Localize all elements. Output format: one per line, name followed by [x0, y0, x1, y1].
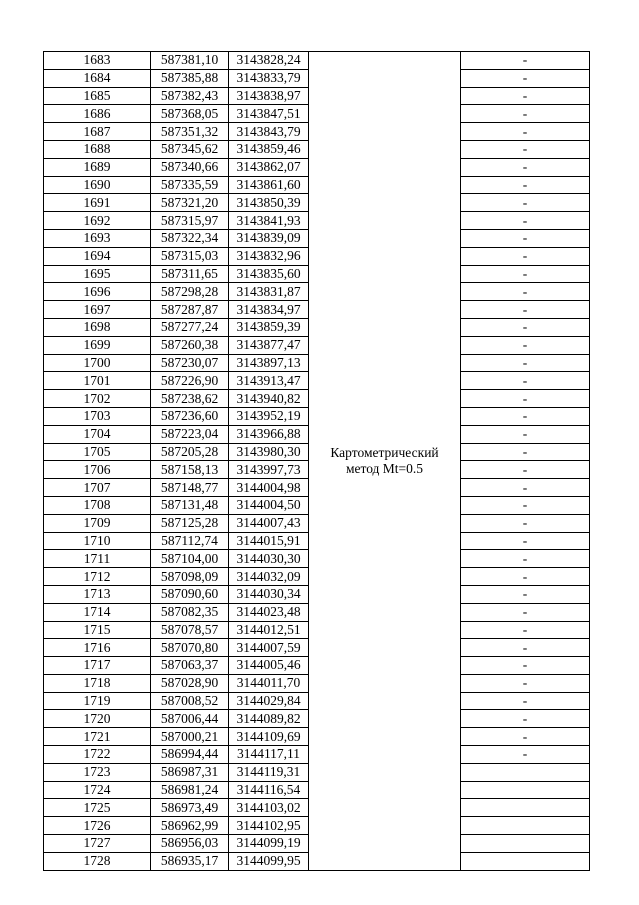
point-number-cell: 1724	[44, 781, 151, 799]
y-coordinate-cell: 3144099,95	[229, 852, 309, 870]
y-coordinate-cell: 3143834,97	[229, 301, 309, 319]
accuracy-cell: -	[461, 657, 590, 675]
y-coordinate-cell: 3143839,09	[229, 229, 309, 247]
point-number-cell: 1690	[44, 176, 151, 194]
y-coordinate-cell: 3143997,73	[229, 461, 309, 479]
accuracy-cell: -	[461, 176, 590, 194]
point-number-cell: 1707	[44, 479, 151, 497]
accuracy-cell: -	[461, 372, 590, 390]
y-coordinate-cell: 3144007,43	[229, 514, 309, 532]
x-coordinate-cell: 587063,37	[151, 657, 229, 675]
accuracy-cell: -	[461, 283, 590, 301]
x-coordinate-cell: 587125,28	[151, 514, 229, 532]
point-number-cell: 1692	[44, 212, 151, 230]
point-number-cell: 1720	[44, 710, 151, 728]
accuracy-cell: -	[461, 621, 590, 639]
accuracy-cell: -	[461, 639, 590, 657]
y-coordinate-cell: 3143841,93	[229, 212, 309, 230]
point-number-cell: 1713	[44, 585, 151, 603]
y-coordinate-cell: 3144023,48	[229, 603, 309, 621]
x-coordinate-cell: 587230,07	[151, 354, 229, 372]
y-coordinate-cell: 3143847,51	[229, 105, 309, 123]
x-coordinate-cell: 587078,57	[151, 621, 229, 639]
y-coordinate-cell: 3143859,46	[229, 140, 309, 158]
accuracy-cell: -	[461, 354, 590, 372]
accuracy-cell: -	[461, 52, 590, 70]
point-number-cell: 1712	[44, 568, 151, 586]
x-coordinate-cell: 587277,24	[151, 318, 229, 336]
accuracy-cell: -	[461, 212, 590, 230]
accuracy-cell: -	[461, 568, 590, 586]
accuracy-cell	[461, 835, 590, 853]
x-coordinate-cell: 587098,09	[151, 568, 229, 586]
y-coordinate-cell: 3143980,30	[229, 443, 309, 461]
point-number-cell: 1722	[44, 746, 151, 764]
x-coordinate-cell: 587223,04	[151, 425, 229, 443]
accuracy-cell: -	[461, 585, 590, 603]
accuracy-cell: -	[461, 336, 590, 354]
x-coordinate-cell: 587315,97	[151, 212, 229, 230]
accuracy-cell: -	[461, 674, 590, 692]
x-coordinate-cell: 587382,43	[151, 87, 229, 105]
accuracy-cell: -	[461, 123, 590, 141]
x-coordinate-cell: 587226,90	[151, 372, 229, 390]
accuracy-cell: -	[461, 425, 590, 443]
table-row	[44, 52, 590, 70]
y-coordinate-cell: 3144030,34	[229, 585, 309, 603]
y-coordinate-cell: 3144109,69	[229, 728, 309, 746]
x-coordinate-cell: 587148,77	[151, 479, 229, 497]
y-coordinate-cell: 3143828,24	[229, 52, 309, 70]
point-number-cell: 1685	[44, 87, 151, 105]
point-number-cell: 1709	[44, 514, 151, 532]
point-number-cell: 1699	[44, 336, 151, 354]
x-coordinate-cell: 587351,32	[151, 123, 229, 141]
point-number-cell: 1684	[44, 69, 151, 87]
y-coordinate-cell: 3144117,11	[229, 746, 309, 764]
accuracy-cell: -	[461, 496, 590, 514]
point-number-cell: 1705	[44, 443, 151, 461]
point-number-cell: 1702	[44, 390, 151, 408]
accuracy-cell: -	[461, 514, 590, 532]
point-number-cell: 1728	[44, 852, 151, 870]
coordinates-table-body	[44, 52, 590, 871]
x-coordinate-cell: 587385,88	[151, 69, 229, 87]
accuracy-cell: -	[461, 461, 590, 479]
accuracy-cell: -	[461, 69, 590, 87]
x-coordinate-cell: 586987,31	[151, 763, 229, 781]
x-coordinate-cell: 587112,74	[151, 532, 229, 550]
y-coordinate-cell: 3144032,09	[229, 568, 309, 586]
method-line-2: метод Mt=0.5	[345, 460, 424, 476]
y-coordinate-cell: 3144116,54	[229, 781, 309, 799]
y-coordinate-cell: 3143832,96	[229, 247, 309, 265]
point-number-cell: 1718	[44, 674, 151, 692]
y-coordinate-cell: 3144089,82	[229, 710, 309, 728]
point-number-cell: 1689	[44, 158, 151, 176]
y-coordinate-cell: 3143831,87	[229, 283, 309, 301]
point-number-cell: 1686	[44, 105, 151, 123]
y-coordinate-cell: 3143850,39	[229, 194, 309, 212]
accuracy-cell: -	[461, 692, 590, 710]
x-coordinate-cell: 587345,62	[151, 140, 229, 158]
y-coordinate-cell: 3143833,79	[229, 69, 309, 87]
y-coordinate-cell: 3144004,50	[229, 496, 309, 514]
point-number-cell: 1708	[44, 496, 151, 514]
x-coordinate-cell: 587335,59	[151, 176, 229, 194]
x-coordinate-cell: 587000,21	[151, 728, 229, 746]
y-coordinate-cell: 3143861,60	[229, 176, 309, 194]
point-number-cell: 1700	[44, 354, 151, 372]
y-coordinate-cell: 3144012,51	[229, 621, 309, 639]
point-number-cell: 1698	[44, 318, 151, 336]
point-number-cell: 1727	[44, 835, 151, 853]
method-cell	[309, 52, 461, 871]
point-number-cell: 1694	[44, 247, 151, 265]
x-coordinate-cell: 587236,60	[151, 407, 229, 425]
x-coordinate-cell: 587315,03	[151, 247, 229, 265]
y-coordinate-cell: 3144011,70	[229, 674, 309, 692]
accuracy-cell: -	[461, 194, 590, 212]
x-coordinate-cell: 587311,65	[151, 265, 229, 283]
point-number-cell: 1725	[44, 799, 151, 817]
point-number-cell: 1693	[44, 229, 151, 247]
point-number-cell: 1696	[44, 283, 151, 301]
point-number-cell: 1703	[44, 407, 151, 425]
accuracy-cell: -	[461, 746, 590, 764]
point-number-cell: 1688	[44, 140, 151, 158]
point-number-cell: 1695	[44, 265, 151, 283]
x-coordinate-cell: 587260,38	[151, 336, 229, 354]
x-coordinate-cell: 587298,28	[151, 283, 229, 301]
y-coordinate-cell: 3144099,19	[229, 835, 309, 853]
y-coordinate-cell: 3143838,97	[229, 87, 309, 105]
point-number-cell: 1715	[44, 621, 151, 639]
accuracy-cell	[461, 817, 590, 835]
accuracy-cell: -	[461, 728, 590, 746]
point-number-cell: 1687	[44, 123, 151, 141]
y-coordinate-cell: 3144005,46	[229, 657, 309, 675]
x-coordinate-cell: 587131,48	[151, 496, 229, 514]
y-coordinate-cell: 3143877,47	[229, 336, 309, 354]
point-number-cell: 1714	[44, 603, 151, 621]
y-coordinate-cell: 3143940,82	[229, 390, 309, 408]
y-coordinate-cell: 3143952,19	[229, 407, 309, 425]
x-coordinate-cell: 587006,44	[151, 710, 229, 728]
point-number-cell: 1701	[44, 372, 151, 390]
point-number-cell: 1716	[44, 639, 151, 657]
x-coordinate-cell: 587090,60	[151, 585, 229, 603]
y-coordinate-cell: 3144103,02	[229, 799, 309, 817]
point-number-cell: 1706	[44, 461, 151, 479]
point-number-cell: 1726	[44, 817, 151, 835]
y-coordinate-cell: 3144015,91	[229, 532, 309, 550]
x-coordinate-cell: 586994,44	[151, 746, 229, 764]
accuracy-cell: -	[461, 407, 590, 425]
accuracy-cell: -	[461, 550, 590, 568]
y-coordinate-cell: 3143859,39	[229, 318, 309, 336]
accuracy-cell: -	[461, 443, 590, 461]
x-coordinate-cell: 586962,99	[151, 817, 229, 835]
x-coordinate-cell: 587070,80	[151, 639, 229, 657]
x-coordinate-cell: 586935,17	[151, 852, 229, 870]
point-number-cell: 1711	[44, 550, 151, 568]
accuracy-cell: -	[461, 105, 590, 123]
accuracy-cell: -	[461, 603, 590, 621]
y-coordinate-cell: 3143843,79	[229, 123, 309, 141]
x-coordinate-cell: 587287,87	[151, 301, 229, 319]
y-coordinate-cell: 3143835,60	[229, 265, 309, 283]
x-coordinate-cell: 586973,49	[151, 799, 229, 817]
x-coordinate-cell: 587205,28	[151, 443, 229, 461]
point-number-cell: 1704	[44, 425, 151, 443]
point-number-cell: 1723	[44, 763, 151, 781]
coordinates-table	[43, 51, 590, 871]
x-coordinate-cell: 587381,10	[151, 52, 229, 70]
y-coordinate-cell: 3144007,59	[229, 639, 309, 657]
y-coordinate-cell: 3144004,98	[229, 479, 309, 497]
point-number-cell: 1683	[44, 52, 151, 70]
accuracy-cell: -	[461, 229, 590, 247]
point-number-cell: 1717	[44, 657, 151, 675]
accuracy-cell: -	[461, 301, 590, 319]
accuracy-cell: -	[461, 532, 590, 550]
x-coordinate-cell: 587082,35	[151, 603, 229, 621]
x-coordinate-cell: 587368,05	[151, 105, 229, 123]
y-coordinate-cell: 3143966,88	[229, 425, 309, 443]
accuracy-cell	[461, 799, 590, 817]
point-number-cell: 1710	[44, 532, 151, 550]
y-coordinate-cell: 3143897,13	[229, 354, 309, 372]
accuracy-cell: -	[461, 158, 590, 176]
accuracy-cell: -	[461, 479, 590, 497]
accuracy-cell: -	[461, 140, 590, 158]
x-coordinate-cell: 587008,52	[151, 692, 229, 710]
x-coordinate-cell: 587238,62	[151, 390, 229, 408]
y-coordinate-cell: 3144102,95	[229, 817, 309, 835]
x-coordinate-cell: 587321,20	[151, 194, 229, 212]
x-coordinate-cell: 587340,66	[151, 158, 229, 176]
x-coordinate-cell: 587028,90	[151, 674, 229, 692]
y-coordinate-cell: 3143913,47	[229, 372, 309, 390]
point-number-cell: 1721	[44, 728, 151, 746]
accuracy-cell: -	[461, 247, 590, 265]
method-line-1: Картометрический	[330, 444, 439, 460]
x-coordinate-cell: 586956,03	[151, 835, 229, 853]
point-number-cell: 1691	[44, 194, 151, 212]
accuracy-cell: -	[461, 87, 590, 105]
accuracy-cell: -	[461, 390, 590, 408]
x-coordinate-cell: 587104,00	[151, 550, 229, 568]
accuracy-cell: -	[461, 265, 590, 283]
accuracy-cell: -	[461, 318, 590, 336]
x-coordinate-cell: 587158,13	[151, 461, 229, 479]
x-coordinate-cell: 587322,34	[151, 229, 229, 247]
x-coordinate-cell: 586981,24	[151, 781, 229, 799]
accuracy-cell: -	[461, 710, 590, 728]
y-coordinate-cell: 3144119,31	[229, 763, 309, 781]
accuracy-cell	[461, 852, 590, 870]
y-coordinate-cell: 3144029,84	[229, 692, 309, 710]
point-number-cell: 1697	[44, 301, 151, 319]
accuracy-cell	[461, 763, 590, 781]
y-coordinate-cell: 3144030,30	[229, 550, 309, 568]
point-number-cell: 1719	[44, 692, 151, 710]
accuracy-cell	[461, 781, 590, 799]
y-coordinate-cell: 3143862,07	[229, 158, 309, 176]
